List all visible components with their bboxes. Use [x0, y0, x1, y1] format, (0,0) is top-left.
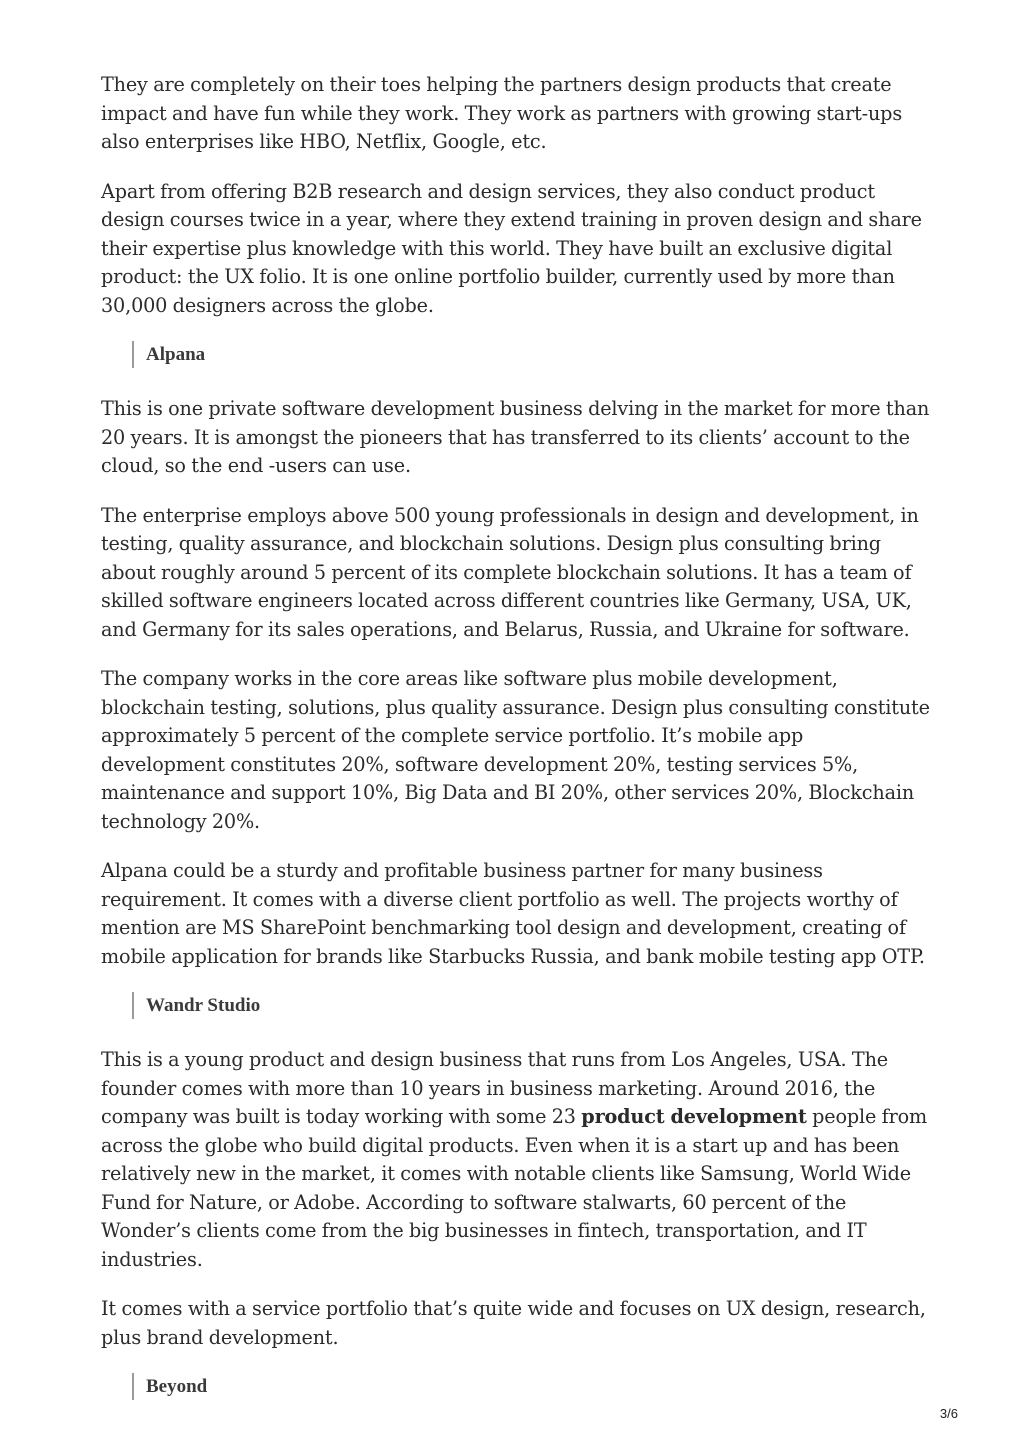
paragraph-services: Apart from offering B2B research and design services, they also conduct product design courses twice in a year, where they extend training in proven design and share their expertise plus knowledge with this world. They have built an exclusive digital product: the UX folio. It is one online portfolio builder, currently used by more than 30,000 designers across the globe. — [101, 179, 922, 317]
paragraph-alpana-overview: This is one private software development business delving in the market for more than 20 years. It is amongst the pioneers that has transferred to its clients’ account to the cloud, so the end -users can use. — [101, 397, 930, 477]
paragraph-wandr-portfolio: It comes with a service portfolio that’s quite wide and focuses on UX design, research, plus brand development. — [101, 1297, 926, 1349]
section-heading-wandr-studio: Wandr Studio — [132, 992, 931, 1019]
paragraph-intro: They are completely on their toes helping the partners design products that create impact and have fun while they work. They work as partners with growing start-ups also enterprises like HBO, Netflix, Google, etc. — [101, 73, 903, 153]
paragraph-wandr-overview — [101, 1046, 931, 1274]
section-heading-beyond: Beyond — [132, 1373, 931, 1400]
paragraph-wandr-text-end: people from across the globe who build digital products. Even when it is a start up and has been relatively new in the market, it comes with notable clients like Samsung, World Wide Fund for Nature, or Adobe. According to software stalwarts, 60 percent of the Wonder’s clients come from the big businesses in fintech, transportation, and IT industries. — [101, 1105, 928, 1271]
paragraph-alpana-employees: The enterprise employs above 500 young professionals in design and development, in testing, quality assurance, and blockchain solutions. Design plus consulting bring about roughly around 5 percent of its complete blockchain solutions. It has a team of skilled software engineers located across different countries like Germany, USA, UK, and Germany for its sales operations, and Belarus, Russia, and Ukraine for software. — [101, 503, 919, 641]
paragraph-alpana-clients: Alpana could be a sturdy and profitable business partner for many business requirement. It comes with a diverse client portfolio as well. The projects worthy of mention are MS SharePoint benchmarking tool design and development, creating of mobile application for brands like Starbucks Russia, and bank mobile testing app OTP. — [101, 859, 925, 968]
paragraph-alpana-core-areas: The company works in the core areas like software plus mobile development, blockchain testing, solutions, plus quality assurance. Design plus consulting constitute approximately 5 percent of the complete service portfolio. It’s mobile app development constitutes 20%, software development 20%, testing services 5%, maintenance and support 10%, Big Data and BI 20%, other services 20%, Blockchain technology 20%. — [101, 667, 930, 833]
paragraph-wandr-text-start: This is a young product and design business that runs from Los Angeles, USA. The founder comes with more than 10 years in business marketing. Around 2016, the company was built is today working with some 23 — [101, 1048, 888, 1128]
page-number: 3/6 — [939, 1406, 958, 1421]
document-body — [101, 71, 931, 1427]
product-development-link[interactable]: product development — [581, 1105, 807, 1128]
section-heading-alpana: Alpana — [132, 341, 931, 368]
